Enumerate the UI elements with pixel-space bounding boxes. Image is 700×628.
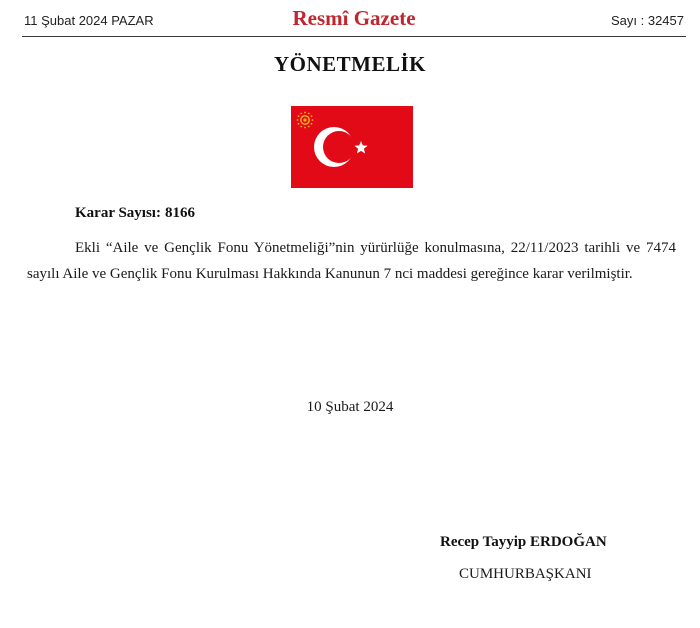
decree-body-paragraph: Ekli “Aile ve Gençlik Fonu Yönetmeliği”nin yürürlüğe konulmasına, 22/11/2023 tarihli ve 7474 sayılı Aile ve Gençlik Fonu Kurulması Hakkında Kanunun 7 nci maddesi gereğince karar verilmiştir.: [27, 240, 676, 282]
publication-date: 11 Şubat 2024 PAZAR: [24, 13, 154, 28]
turkish-flag-icon: [291, 106, 413, 188]
signer-title: CUMHURBAŞKANI: [459, 566, 592, 582]
masthead-title: Resmî Gazete: [292, 6, 416, 30]
header-divider: [22, 36, 686, 37]
signature-date: 10 Şubat 2024: [306, 399, 394, 415]
issue-number: Sayı : 32457: [611, 13, 684, 28]
decree-number-line: [75, 205, 195, 222]
decree-number: 8166: [164, 205, 195, 221]
decree-label: Karar Sayısı:: [75, 205, 161, 221]
section-title: YÖNETMELİK: [273, 52, 427, 76]
signer-name: [440, 534, 607, 551]
signer-last-name: ERDOĞAN: [530, 534, 607, 550]
gazette-header: [22, 6, 686, 36]
signer-first-name: Recep Tayyip: [440, 534, 527, 550]
